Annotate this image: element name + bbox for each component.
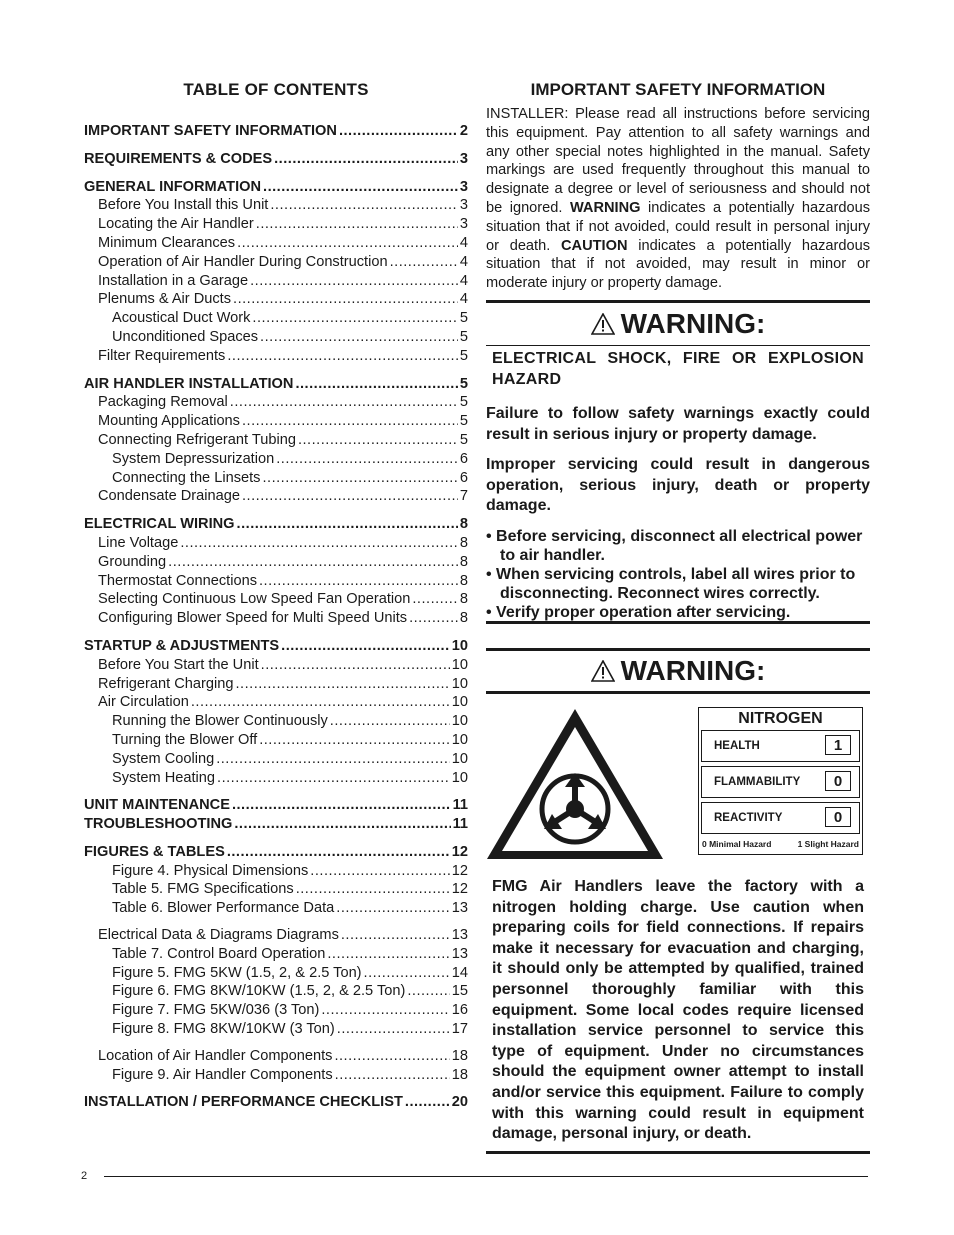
safety-caution-word: CAUTION (561, 237, 628, 254)
hazard-row-flammability (701, 766, 860, 798)
toc-entry-title: Thermostat Connections (98, 572, 257, 589)
toc-entry[interactable] (84, 534, 468, 553)
toc-entry[interactable] (84, 712, 468, 731)
toc-entry-page: 12 (451, 862, 468, 879)
toc-entry-page: 5 (459, 347, 468, 364)
toc-entry[interactable] (84, 926, 468, 945)
toc-entry[interactable] (84, 375, 468, 394)
toc-leader-dots (334, 1047, 449, 1066)
toc-leader-dots (296, 880, 450, 899)
toc-entry-page: 8 (459, 534, 468, 551)
toc-leader-dots (263, 178, 458, 197)
toc-entry-page: 12 (451, 843, 468, 860)
safety-text-mid: indicates a potentially hazardous situation that if not avoided, could result in personal injury or death. (486, 199, 870, 254)
toc-leader-dots (230, 393, 458, 412)
toc-entry-title: STARTUP & ADJUSTMENTS (84, 637, 280, 654)
toc-entry-title: Figure 6. FMG 8KW/10KW (1.5, 2, & 2.5 Ton) (112, 983, 406, 1000)
toc-entry-page: 5 (459, 394, 468, 411)
toc-entry[interactable] (84, 469, 468, 488)
toc-leader-dots (341, 926, 450, 945)
toc-entry[interactable] (84, 122, 468, 141)
toc-leader-dots (412, 590, 458, 609)
toc-entry[interactable] (84, 1093, 468, 1112)
toc-entry[interactable] (84, 309, 468, 328)
toc-entry-page: 3 (459, 150, 468, 167)
toc-entry-page: 18 (451, 1047, 468, 1064)
toc-entry-title: System Depressurization (112, 450, 275, 467)
toc-spacer (84, 918, 468, 926)
toc-leader-dots (216, 750, 450, 769)
toc-entry-title: Figure 8. FMG 8KW/10KW (3 Ton) (112, 1021, 335, 1038)
toc-leader-dots (235, 675, 449, 694)
warning-bullet: • When servicing controls, label all wires prior to disconnecting. Reconnect wires correctly. (486, 565, 856, 602)
toc-entry-page: 4 (459, 253, 468, 270)
toc-entry-title: Minimum Clearances (98, 234, 236, 251)
toc-entry-title: Before You Start the Unit (98, 656, 259, 673)
toc-entry-title: TROUBLESHOOTING (84, 816, 233, 833)
toc-entry-title: Table 5. FMG Specifications (112, 881, 294, 898)
toc-leader-dots (233, 290, 458, 309)
toc-entry[interactable] (84, 272, 468, 291)
toc-entry-page: 10 (451, 769, 468, 786)
toc-entry-title: Connecting Refrigerant Tubing (98, 431, 296, 448)
toc-entry-page: 11 (452, 816, 468, 833)
toc-entry-title: INSTALLATION / PERFORMANCE CHECKLIST (84, 1094, 403, 1111)
toc-entry-page: 13 (451, 927, 468, 944)
toc-entry-title: FIGURES & TABLES (84, 843, 225, 860)
toc-entry-page: 10 (451, 713, 468, 730)
toc-entry[interactable] (84, 964, 468, 983)
toc-entry-page: 10 (451, 731, 468, 748)
toc-entry-title: REQUIREMENTS & CODES (84, 150, 273, 167)
toc-entry-title: Figure 7. FMG 5KW/036 (3 Ton) (112, 1002, 320, 1019)
toc-entry-page: 17 (451, 1021, 468, 1038)
toc-entry-page: 18 (451, 1066, 468, 1083)
toc-entry-title: Locating the Air Handler (98, 216, 254, 233)
toc-leader-dots (261, 656, 450, 675)
toc-entry-title: Line Voltage (98, 534, 179, 551)
toc-entry-title: Air Circulation (98, 694, 189, 711)
toc-entry[interactable] (84, 982, 468, 1001)
footer-divider (104, 1176, 868, 1177)
hazard-row-value: 1 (825, 735, 851, 755)
toc-entry-page: 15 (451, 983, 468, 1000)
toc-entry[interactable] (84, 450, 468, 469)
toc-body (84, 122, 468, 1112)
toc-leader-dots (336, 899, 450, 918)
toc-entry-title: Configuring Blower Speed for Multi Speed Units (98, 610, 408, 627)
warning-paragraph-2: Improper servicing could result in dangerous operation, serious injury, death or property damage. (486, 456, 870, 514)
warning-triangle-icon (591, 660, 615, 682)
toc-entry-page: 8 (459, 610, 468, 627)
safety-paragraph (486, 105, 870, 293)
toc-entry[interactable] (84, 328, 468, 347)
toc-entry[interactable] (84, 1020, 468, 1039)
hazard-row-name: FLAMMABILITY (714, 776, 801, 788)
toc-entry-title: Filter Requirements (98, 347, 226, 364)
toc-entry[interactable] (84, 731, 468, 750)
warning-header (486, 303, 870, 346)
toc-leader-dots (232, 796, 451, 815)
toc-group (84, 843, 468, 1085)
safety-section (486, 80, 870, 293)
toc-entry[interactable] (84, 290, 468, 309)
toc-leader-dots (252, 309, 457, 328)
toc-group (84, 122, 468, 141)
toc-entry-title: AIR HANDLER INSTALLATION (84, 375, 294, 392)
toc-entry[interactable] (84, 843, 468, 862)
toc-leader-dots (295, 375, 457, 394)
toc-leader-dots (191, 693, 450, 712)
hazard-legend (699, 838, 862, 850)
toc-group (84, 796, 468, 834)
toc-spacer (84, 1039, 468, 1047)
toc-entry-page: 20 (451, 1094, 468, 1111)
toc-entry[interactable] (84, 656, 468, 675)
toc-entry[interactable] (84, 215, 468, 234)
toc-leader-dots (259, 572, 458, 591)
toc-leader-dots (217, 769, 450, 788)
warning-header (486, 651, 870, 694)
toc-leader-dots (262, 469, 457, 488)
toc-entry[interactable] (84, 750, 468, 769)
toc-entry-title: Table 7. Control Board Operation (112, 945, 326, 962)
toc-entry-title: Grounding (98, 553, 167, 570)
toc-entry-page: 10 (451, 675, 468, 692)
toc-leader-dots (330, 712, 450, 731)
toc-entry-title: System Cooling (112, 750, 215, 767)
toc-entry-title: Figure 5. FMG 5KW (1.5, 2, & 2.5 Ton) (112, 964, 362, 981)
legend-right: 1 Slight Hazard (797, 839, 859, 849)
table-of-contents (84, 80, 468, 1121)
toc-entry-title: Unconditioned Spaces (112, 328, 259, 345)
toc-entry-title: Packaging Removal (98, 394, 228, 411)
toc-group (84, 178, 468, 366)
toc-title: TABLE OF CONTENTS (183, 80, 369, 99)
toc-entry-page: 3 (459, 178, 468, 195)
safety-heading: IMPORTANT SAFETY INFORMATION (530, 80, 826, 99)
toc-entry[interactable] (84, 553, 468, 572)
toc-entry-title: Mounting Applications (98, 413, 240, 430)
toc-entry-title: Refrigerant Charging (98, 675, 234, 692)
warning-triangle-icon (591, 313, 615, 335)
hazard-row-reactivity (701, 802, 860, 834)
toc-entry[interactable] (84, 196, 468, 215)
toc-entry-page: 4 (459, 272, 468, 289)
toc-entry-page: 4 (459, 234, 468, 251)
toc-entry-page: 11 (452, 797, 468, 814)
toc-entry-page: 5 (459, 431, 468, 448)
safety-text-start: INSTALLER: Please read all instructions before servicing this equipment. Pay attention to all safety warnings and any other special notes highlighted in the manual. Safety markings are used frequently throughout this manual to designate a degree or level of seriousness and should not be ignored. (486, 106, 870, 216)
toc-entry-title: Figure 4. Physical Dimensions (112, 862, 309, 879)
warning-bullet: • Verify proper operation after servicing. (486, 603, 791, 621)
toc-entry-page: 5 (459, 375, 468, 392)
toc-entry-title: Acoustical Duct Work (112, 310, 251, 327)
toc-leader-dots (242, 487, 458, 506)
page-number: 2 (81, 1170, 88, 1182)
toc-leader-dots (256, 215, 458, 234)
toc-entry-page: 5 (459, 328, 468, 345)
toc-entry[interactable] (84, 675, 468, 694)
toc-entry[interactable] (84, 899, 468, 918)
warning-title: WARNING: (620, 308, 766, 339)
toc-leader-dots (407, 982, 449, 1001)
toc-entry-page: 3 (459, 216, 468, 233)
toc-leader-dots (276, 450, 458, 469)
safety-warning-word: WARNING (569, 199, 641, 216)
toc-entry-page: 13 (451, 900, 468, 917)
toc-entry-title: UNIT MAINTENANCE (84, 797, 230, 814)
toc-entry[interactable] (84, 234, 468, 253)
toc-entry-title: Selecting Continuous Low Speed Fan Operation (98, 591, 411, 608)
toc-leader-dots (237, 515, 458, 534)
pressure-hazard-icon (486, 705, 666, 861)
toc-entry-page: 7 (459, 488, 468, 505)
toc-entry-page: 8 (459, 572, 468, 589)
toc-entry-title: ELECTRICAL WIRING (84, 516, 235, 533)
toc-entry-page: 4 (459, 291, 468, 308)
toc-entry-page: 5 (459, 413, 468, 430)
toc-entry-page: 8 (459, 591, 468, 608)
toc-group (84, 375, 468, 507)
toc-leader-dots (242, 412, 458, 431)
toc-entry-page: 3 (459, 197, 468, 214)
legend-left: 0 Minimal Hazard (702, 839, 772, 849)
toc-entry[interactable] (84, 693, 468, 712)
toc-entry-title: Electrical Data & Diagrams Diagrams (98, 927, 339, 944)
hazard-row-value: 0 (825, 771, 851, 791)
toc-entry[interactable] (84, 609, 468, 628)
toc-leader-dots (409, 609, 458, 628)
toc-leader-dots (260, 328, 458, 347)
toc-entry-page: 10 (451, 656, 468, 673)
toc-leader-dots (227, 843, 450, 862)
nitrogen-title: NITROGEN (738, 710, 823, 727)
toc-entry-title: Plenums & Air Ducts (98, 291, 232, 308)
toc-entry-title: Turning the Blower Off (112, 731, 258, 748)
toc-leader-dots (337, 1020, 450, 1039)
toc-entry[interactable] (84, 862, 468, 881)
hazard-row-value: 0 (825, 807, 851, 827)
hazard-row-health (701, 730, 860, 762)
toc-entry[interactable] (84, 487, 468, 506)
toc-entry-title: Before You Install this Unit (98, 197, 269, 214)
hazard-row-name: REACTIVITY (714, 812, 783, 824)
toc-entry-title: Connecting the Linsets (112, 469, 261, 486)
toc-entry[interactable] (84, 150, 468, 169)
toc-leader-dots (390, 253, 458, 272)
electrical-warning-box (486, 300, 870, 624)
toc-entry-page: 6 (459, 469, 468, 486)
toc-group (84, 150, 468, 169)
toc-entry[interactable] (84, 815, 468, 834)
toc-entry[interactable] (84, 1001, 468, 1020)
toc-entry-title: Figure 9. Air Handler Components (112, 1066, 333, 1083)
toc-leader-dots (274, 150, 458, 169)
hazard-subtitle: ELECTRICAL SHOCK, FIRE OR EXPLOSION HAZARD (492, 350, 864, 388)
toc-entry[interactable] (84, 178, 468, 197)
toc-entry-page: 10 (451, 694, 468, 711)
toc-entry[interactable] (84, 796, 468, 815)
toc-group (84, 1093, 468, 1112)
toc-entry[interactable] (84, 1047, 468, 1066)
toc-leader-dots (310, 862, 449, 881)
toc-leader-dots (327, 945, 449, 964)
toc-entry-title: Location of Air Handler Components (98, 1047, 333, 1064)
toc-entry-title: Running the Blower Continuously (112, 713, 328, 730)
toc-entry-title: IMPORTANT SAFETY INFORMATION (84, 123, 337, 139)
toc-entry-page: 5 (459, 310, 468, 327)
toc-entry-title: Operation of Air Handler During Construction (98, 253, 388, 270)
warning-bullet-list (486, 527, 870, 622)
toc-entry[interactable] (84, 253, 468, 272)
toc-entry[interactable] (84, 412, 468, 431)
toc-leader-dots (281, 637, 450, 656)
toc-group (84, 515, 468, 628)
toc-entry[interactable] (84, 945, 468, 964)
toc-leader-dots (335, 1066, 450, 1085)
warning-paragraph-1: Failure to follow safety warnings exactly could result in serious injury or property damage. (486, 405, 870, 443)
safety-text-end: indicates a potentially hazardous situation that if not avoided, may result in minor or moderate injury or property damage. (486, 237, 870, 292)
toc-leader-dots (364, 964, 450, 983)
toc-entry-page: 14 (451, 964, 468, 981)
toc-entry-title: Condensate Drainage (98, 488, 240, 505)
toc-entry-page: 16 (451, 1002, 468, 1019)
toc-entry-page: 8 (459, 553, 468, 570)
toc-entry-title: GENERAL INFORMATION (84, 178, 262, 195)
toc-entry[interactable] (84, 769, 468, 788)
toc-entry[interactable] (84, 515, 468, 534)
toc-entry-title: Table 6. Blower Performance Data (112, 900, 335, 917)
toc-entry-page: 13 (451, 945, 468, 962)
toc-entry[interactable] (84, 590, 468, 609)
toc-entry[interactable] (84, 431, 468, 450)
toc-entry-page: 6 (459, 450, 468, 467)
toc-entry[interactable] (84, 347, 468, 366)
toc-leader-dots (298, 431, 458, 450)
toc-leader-dots (339, 122, 458, 141)
toc-leader-dots (270, 196, 458, 215)
toc-group (84, 637, 468, 787)
toc-entry[interactable] (84, 637, 468, 656)
toc-entry-page: 10 (451, 750, 468, 767)
warning-title: WARNING: (620, 655, 766, 686)
toc-leader-dots (250, 272, 458, 291)
toc-entry-page: 12 (451, 881, 468, 898)
toc-entry-page: 8 (459, 516, 468, 533)
toc-leader-dots (237, 234, 458, 253)
toc-leader-dots (234, 815, 450, 834)
toc-entry-title: System Heating (112, 769, 216, 786)
toc-entry[interactable] (84, 1066, 468, 1085)
nitrogen-hazard-label (698, 707, 863, 855)
hazard-row-name: HEALTH (714, 740, 760, 752)
nitrogen-warning-text: FMG Air Handlers leave the factory with a nitrogen holding charge. Use caution when preparing coils for field connections. If repairs make it necessary for evacuation and charging, it should only be attempted by qualified, trained personnel thoroughly familiar with this equipment. Some local codes require licensed installation service personnel to service this type of equipment. Under no circumstances should the equipment owner attempt to install and/or service this equipment. Failure to comply with this warning could result in equipment damage, personal injury, or death. (492, 878, 864, 1143)
toc-entry[interactable] (84, 880, 468, 899)
toc-leader-dots (405, 1093, 450, 1112)
warning-bullet: • Before servicing, disconnect all electrical power to air handler. (486, 527, 863, 564)
toc-leader-dots (168, 553, 458, 572)
toc-entry-page: 2 (459, 123, 468, 139)
toc-leader-dots (259, 731, 450, 750)
toc-entry[interactable] (84, 572, 468, 591)
toc-entry-title: Installation in a Garage (98, 272, 249, 289)
toc-leader-dots (227, 347, 458, 366)
toc-entry[interactable] (84, 393, 468, 412)
nitrogen-warning-box (486, 648, 870, 1154)
toc-entry-page: 10 (451, 637, 468, 654)
toc-leader-dots (321, 1001, 449, 1020)
toc-leader-dots (180, 534, 458, 553)
